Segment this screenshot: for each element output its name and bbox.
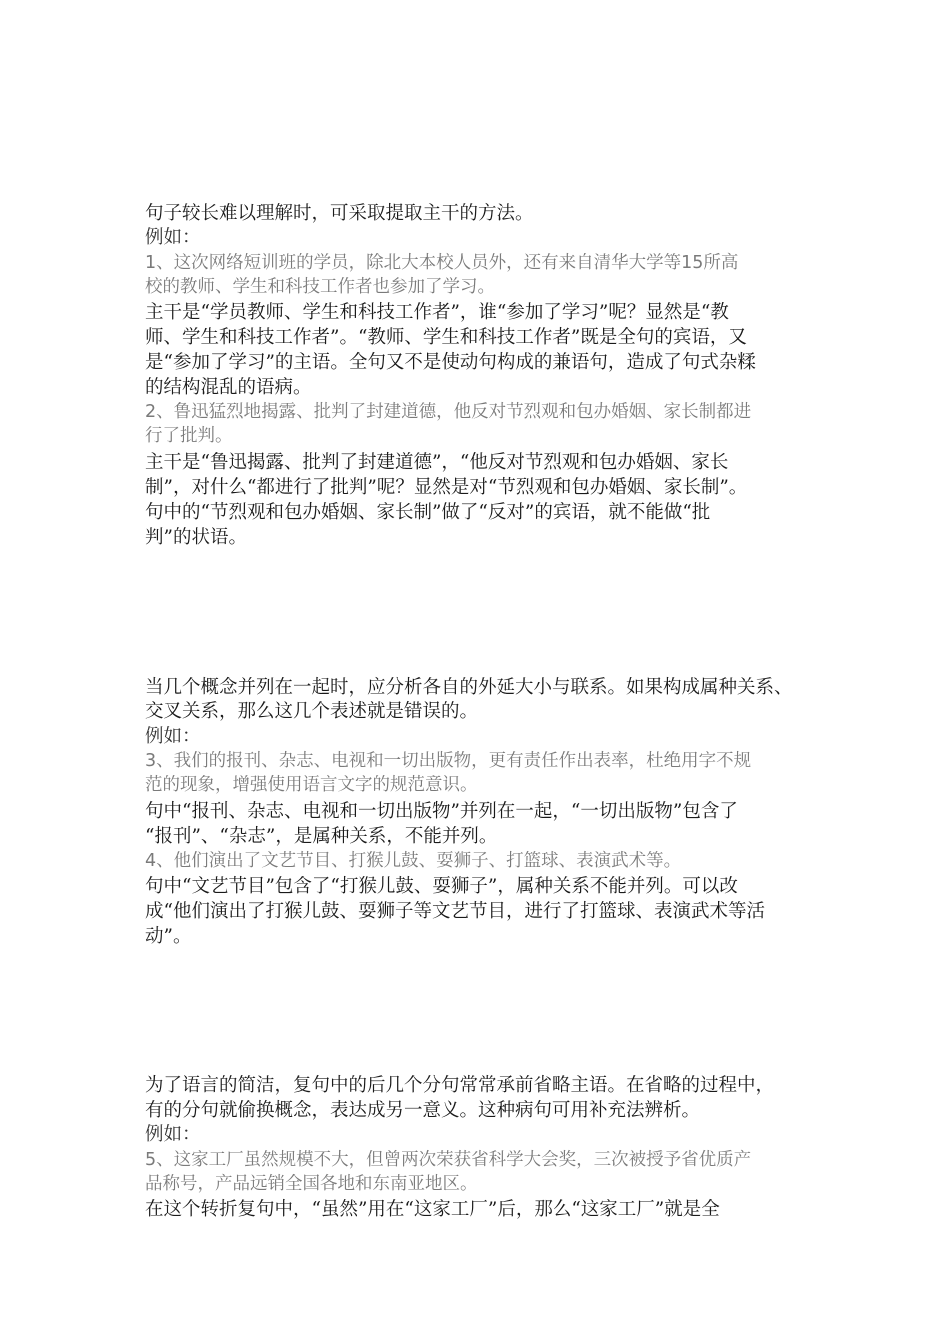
paragraph-line: 为了语言的简洁，复句中的后几个分句常常承前省略主语。在省略的过程中， — [145, 1075, 775, 1096]
paragraph-line: 当几个概念并列在一起时，应分析各自的外延大小与联系。如果构成属种关系、 — [145, 677, 793, 698]
example-sentence-line: 2、鲁迅猛烈地揭露、批判了封建道德，他反对节烈观和包办婚姻、家长制都进 — [145, 402, 752, 422]
analysis-line: 动”。 — [145, 926, 192, 947]
analysis-line: 的结构混乱的语病。 — [145, 377, 312, 398]
analysis-line: 句中的“节烈观和包办婚姻、家长制”做了“反对”的宾语，就不能做“批 — [145, 502, 711, 523]
analysis-line: 主干是“鲁迅揭露、批判了封建道德”，“他反对节烈观和包办婚姻、家长 — [145, 452, 729, 473]
analysis-line: 句中“报刊、杂志、电视和一切出版物”并列在一起，“一切出版物”包含了 — [145, 801, 738, 822]
example-sentence-line: 3、我们的报刊、杂志、电视和一切出版物，更有责任作出表率，杜绝用字不规 — [145, 751, 752, 771]
analysis-line: “报刊”、“杂志”，是属种关系，不能并列。 — [145, 826, 498, 847]
analysis-line: 句中“文艺节目”包含了“打猴儿鼓、耍狮子”，属种关系不能并列。可以改 — [145, 876, 738, 897]
example-sentence-line: 5、这家工厂虽然规模不大，但曾两次荣获省科学大会奖，三次被授予省优质产 — [145, 1150, 752, 1170]
analysis-line: 成“他们演出了打猴儿鼓、耍狮子等文艺节目，进行了打篮球、表演武术等活 — [145, 901, 765, 922]
example-sentence-line: 1、这次网络短训班的学员，除北大本校人员外，还有来自清华大学等15所高 — [145, 253, 739, 273]
analysis-line: 是“参加了学习”的主语。全句又不是使动句构成的兼语句，造成了句式杂糅 — [145, 352, 756, 373]
example-label: 例如： — [145, 1124, 201, 1145]
analysis-line: 制”，对什么“都进行了批判”呢？显然是对“节烈观和包办婚姻、家长制”。 — [145, 477, 748, 498]
example-label: 例如： — [145, 227, 201, 248]
example-sentence-line: 校的教师、学生和科技工作者也参加了学习。 — [145, 277, 495, 297]
example-sentence-line: 范的现象，增强使用语言文字的规范意识。 — [145, 775, 478, 795]
example-sentence-line: 4、他们演出了文艺节目、打猴儿鼓、耍狮子、打篮球、表演武术等。 — [145, 851, 682, 871]
analysis-line: 师、学生和科技工作者”。“教师、学生和科技工作者”既是全句的宾语，又 — [145, 327, 747, 348]
analysis-line: 在这个转折复句中，“虽然”用在“这家工厂”后，那么“这家工厂”就是全 — [145, 1199, 720, 1220]
example-sentence-line: 行了批判。 — [145, 426, 233, 446]
example-sentence-line: 品称号，产品远销全国各地和东南亚地区。 — [145, 1174, 478, 1194]
paragraph-line: 句子较长难以理解时，可采取提取主干的方法。 — [145, 203, 534, 224]
paragraph-line: 交叉关系，那么这几个表述就是错误的。 — [145, 701, 479, 722]
analysis-line: 判”的状语。 — [145, 527, 247, 548]
analysis-line: 主干是“学员教师、学生和科技工作者”，谁“参加了学习”呢？显然是“教 — [145, 302, 729, 323]
example-label: 例如： — [145, 726, 201, 747]
paragraph-line: 有的分句就偷换概念，表达成另一意义。这种病句可用补充法辨析。 — [145, 1100, 701, 1121]
